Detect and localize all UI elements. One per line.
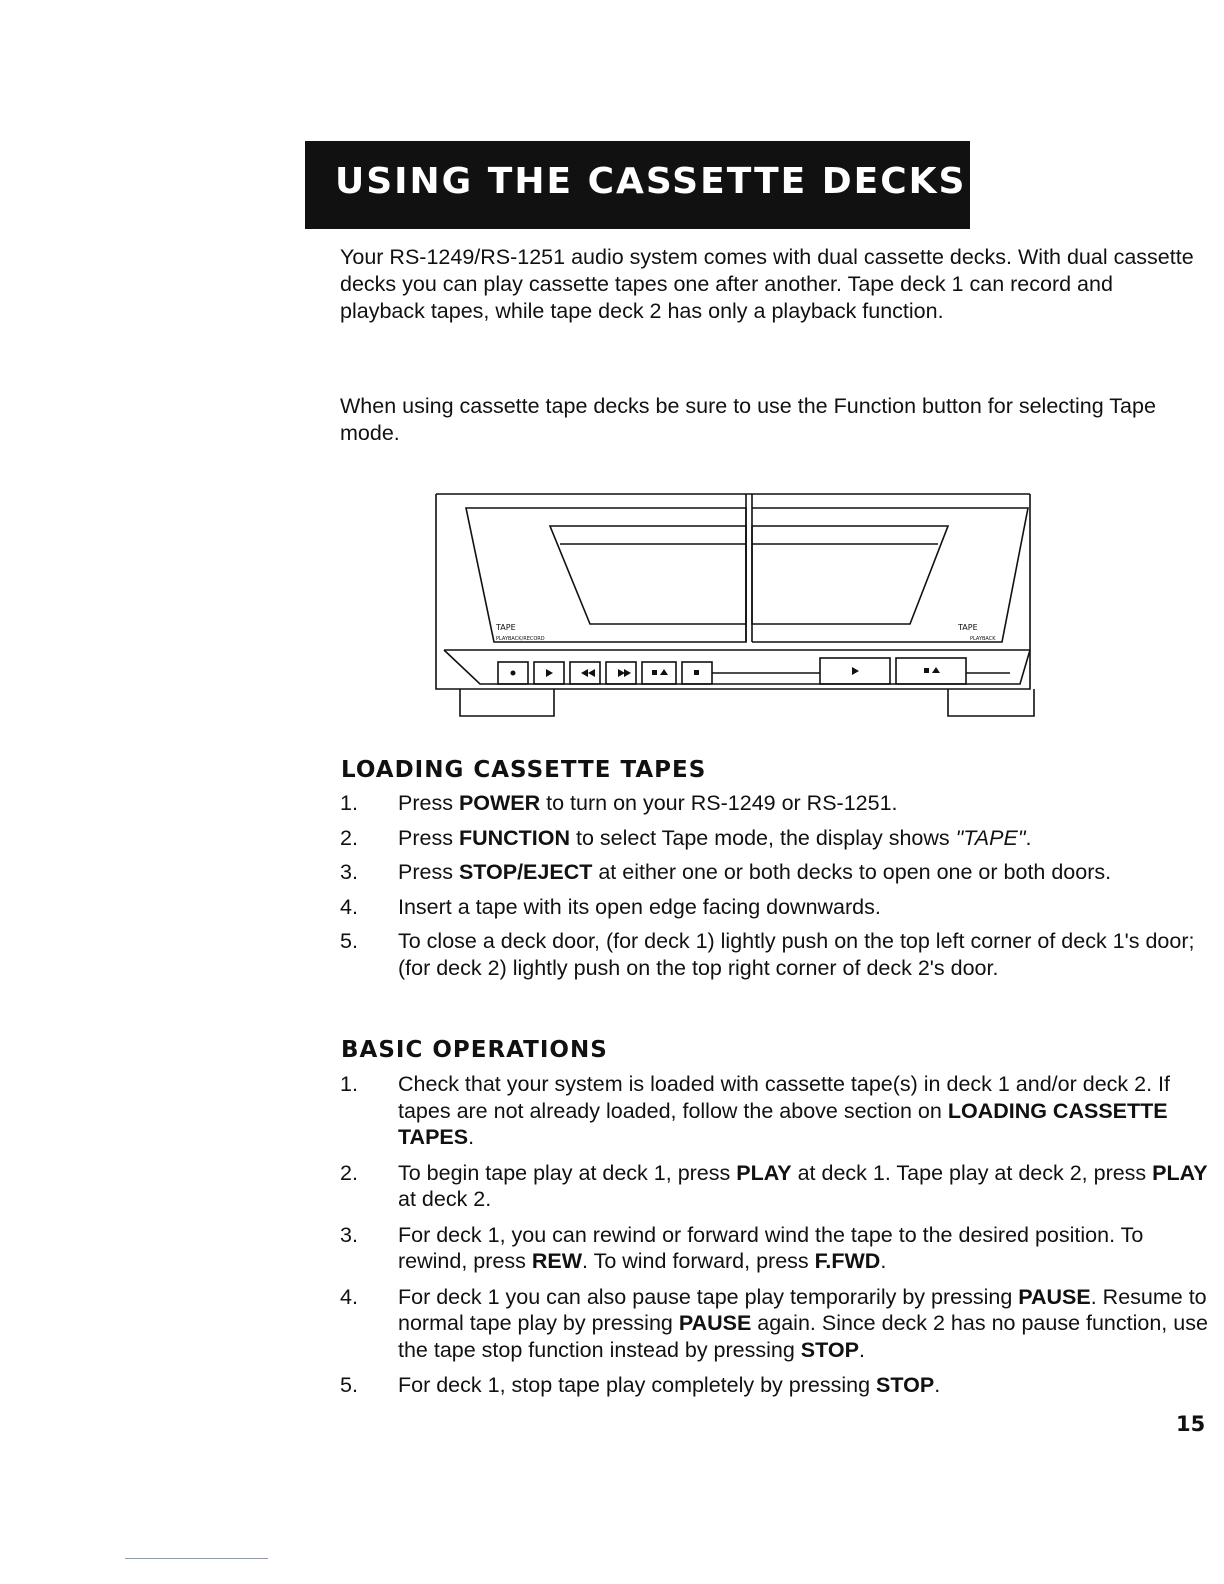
list-item: 2. To begin tape play at deck 1, press PLAY at deck 1. Tape play at deck 2, press PLAY at deck 2.	[340, 1160, 1208, 1211]
left-foot	[460, 689, 554, 716]
list-item: 3. For deck 1, you can rewind or forward wind the tape to the desired position. To rewind, press REW. To wind forward, press F.FWD.	[340, 1222, 1144, 1273]
list-item: 3. Press STOP/EJECT at either one or both decks to open one or both doors.	[340, 860, 1112, 884]
basic-operations-steps	[340, 1071, 1210, 1408]
list-item: 4. For deck 1 you can also pause tape play temporarily by pressing PAUSE. Resume to normal tape play by pressing PAUSE again. Since deck 2 has no pause function, use the tape stop function instead by pressing STOP.	[340, 1284, 1208, 1362]
loading-steps	[340, 790, 1210, 989]
list-item: 1. Check that your system is loaded with cassette tape(s) in deck 1 and/or deck 2. If tapes are not already loaded, follow the above section on LOADING CASSETTE TAPES.	[340, 1072, 1170, 1149]
function-note-paragraph: When using cassette tape decks be sure to use the Function button for selecting Tape mode.	[340, 394, 1156, 445]
list-item: 1. Press POWER to turn on your RS-1249 or RS-1251.	[340, 791, 898, 815]
intro-paragraph: Your RS-1249/RS-1251 audio system comes with dual cassette decks. With dual cassette decks you can play cassette tapes one after another. Tape deck 1 can record and playback tapes, while tape deck 2 has only a playback function.	[340, 245, 1194, 323]
title-bar	[305, 141, 970, 229]
list-item: 2. Press FUNCTION to select Tape mode, the display shows "TAPE".	[340, 825, 1032, 850]
list-item: 4. Insert a tape with its open edge facing downwards.	[340, 894, 881, 919]
deck2-door	[752, 508, 1028, 642]
loading-heading: LOADING CASSETTE TAPES	[341, 757, 707, 783]
deck1-stop-eject-button	[642, 662, 676, 684]
deck1-sub-label: PLAYBACK/RECORD	[496, 636, 545, 642]
basic-operations-heading: BASIC OPERATIONS	[341, 1037, 608, 1063]
deck1-tape-label: TAPE	[496, 623, 516, 632]
deck2-window	[752, 526, 948, 624]
page-title: USING THE CASSETTE DECKS	[335, 161, 967, 202]
deck2-stop-eject-button	[896, 658, 966, 684]
deck1-window	[550, 526, 746, 624]
deck1-door	[466, 508, 746, 642]
list-item: 5. For deck 1, stop tape play completely by pressing STOP.	[340, 1373, 941, 1397]
cassette-deck-illustration	[430, 484, 1040, 720]
deck-body-outline	[436, 494, 1030, 689]
footer-divider	[125, 1558, 268, 1559]
page-number: 15	[1176, 1412, 1206, 1436]
deck2-sub-label: PLAYBACK	[970, 636, 996, 642]
right-foot	[948, 689, 1034, 716]
list-item: 5. To close a deck door, (for deck 1) lightly push on the top left corner of deck 1's door; (for deck 2) lightly push on the top right corner of deck 2's door.	[340, 929, 1195, 980]
deck2-tape-label: TAPE	[958, 623, 978, 632]
